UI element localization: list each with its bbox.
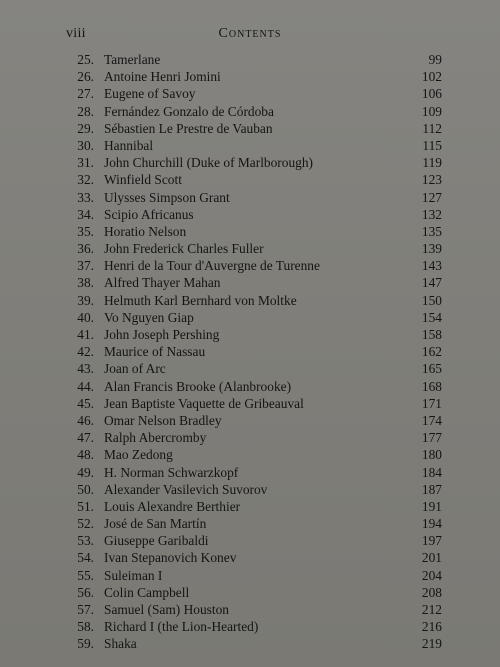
- page-number: 201: [421, 550, 442, 566]
- page-number: 162: [421, 344, 442, 360]
- toc-entry: [0, 223, 500, 240]
- toc-entry: [0, 618, 500, 635]
- page-number: 127: [421, 189, 442, 205]
- chapter-title: Fernández Gonzalo de Córdoba: [104, 103, 274, 119]
- toc-entry: [0, 103, 500, 120]
- chapter-number: 41.: [77, 327, 94, 342]
- chapter-number: 58.: [77, 619, 94, 635]
- chapter-title: Richard I (the Lion-Hearted): [104, 619, 259, 635]
- chapter-title: Ulysses Simpson Grant: [104, 189, 230, 205]
- chapter-title: Joan of Arc: [104, 361, 166, 377]
- chapter-title: Alfred Thayer Mahan: [104, 275, 221, 291]
- page-number: 212: [421, 602, 442, 617]
- chapter-title: Alan Francis Brooke (Alanbrooke): [104, 378, 292, 394]
- toc-entry: [0, 584, 500, 601]
- toc-entry: [0, 206, 500, 223]
- page-number: 174: [421, 412, 442, 428]
- chapter-title: Alexander Vasilevich Suvorov: [104, 481, 268, 497]
- chapter-number: 36.: [77, 241, 94, 257]
- page-number: 147: [421, 275, 442, 291]
- page-number: 216: [421, 619, 442, 635]
- toc-entry: [0, 154, 500, 171]
- chapter-number: 56.: [77, 584, 94, 600]
- toc-entry: [0, 549, 500, 566]
- page-number: 165: [421, 361, 442, 377]
- toc-entry: [0, 515, 500, 532]
- chapter-number: 25.: [77, 52, 94, 67]
- page-number: 112: [422, 120, 442, 136]
- chapter-number: 45.: [77, 395, 94, 411]
- running-head: Contents: [218, 26, 282, 41]
- toc-entry: [0, 498, 500, 515]
- page-number: 158: [421, 327, 442, 342]
- page-number: 109: [421, 103, 442, 119]
- toc-entry: [0, 189, 500, 206]
- chapter-number: 44.: [77, 378, 94, 394]
- page-number: 143: [421, 258, 442, 274]
- toc-entry: [0, 446, 500, 463]
- chapter-number: 26.: [77, 69, 94, 85]
- page-number: 132: [421, 206, 442, 222]
- toc-entry: [0, 257, 500, 274]
- toc-entry: [0, 412, 500, 429]
- toc-entry: [0, 395, 500, 412]
- toc-entry: [0, 309, 500, 326]
- toc-entry: [0, 343, 500, 360]
- page-number: 187: [421, 481, 442, 497]
- chapter-number: 33.: [77, 189, 94, 205]
- page-number: 123: [421, 172, 442, 188]
- page-number: 119: [422, 155, 442, 171]
- page-number: 171: [421, 395, 442, 411]
- chapter-title: José de San Martín: [104, 516, 207, 532]
- toc-entry: [0, 601, 500, 618]
- chapter-number: 32.: [77, 172, 94, 188]
- chapter-number: 34.: [77, 206, 94, 222]
- toc-entry: [0, 171, 500, 188]
- toc-entry: [0, 240, 500, 257]
- chapter-number: 46.: [77, 412, 94, 428]
- toc-entry: [0, 635, 500, 652]
- page-number: 135: [421, 223, 442, 239]
- toc-entry: [0, 120, 500, 137]
- chapter-number: 28.: [77, 103, 94, 119]
- chapter-number: 53.: [77, 533, 94, 549]
- chapter-title: Tamerlane: [104, 52, 161, 67]
- chapter-number: 48.: [77, 447, 94, 463]
- chapter-number: 40.: [77, 309, 94, 325]
- chapter-title: Vo Nguyen Giap: [104, 309, 194, 325]
- toc-entry: [0, 464, 500, 481]
- chapter-number: 57.: [77, 602, 94, 617]
- page-number: 102: [421, 69, 442, 85]
- chapter-title: Eugene of Savoy: [104, 86, 196, 102]
- page-number: 184: [421, 464, 442, 480]
- chapter-number: 52.: [77, 516, 94, 532]
- chapter-title: Mao Zedong: [104, 447, 173, 463]
- page-number: 139: [421, 241, 442, 257]
- chapter-number: 35.: [77, 223, 94, 239]
- chapter-number: 50.: [77, 481, 94, 497]
- page-number: 99: [428, 52, 442, 67]
- chapter-number: 42.: [77, 344, 94, 360]
- page-number: 197: [421, 533, 442, 549]
- chapter-title: Giuseppe Garibaldi: [104, 533, 209, 549]
- chapter-title: Winfield Scott: [104, 172, 182, 188]
- chapter-title: Ivan Stepanovich Konev: [104, 550, 237, 566]
- chapter-number: 27.: [77, 86, 94, 102]
- chapter-title: Jean Baptiste Vaquette de Gribeauval: [104, 395, 304, 411]
- chapter-title: Hannibal: [104, 137, 154, 153]
- chapter-title: Horatio Nelson: [104, 223, 187, 239]
- page-header: [0, 26, 500, 46]
- page-number: 106: [421, 86, 442, 102]
- chapter-number: 39.: [77, 292, 94, 308]
- chapter-title: Scipio Africanus: [104, 206, 194, 222]
- page-number: 115: [422, 137, 442, 153]
- chapter-title: H. Norman Schwarzkopf: [104, 464, 239, 480]
- chapter-number: 37.: [77, 258, 94, 274]
- page-number: 154: [421, 309, 442, 325]
- chapter-title: Shaka: [104, 636, 137, 652]
- toc-entry: [0, 292, 500, 309]
- chapter-title: Samuel (Sam) Houston: [104, 602, 229, 617]
- page-number: 204: [421, 567, 442, 583]
- chapter-number: 29.: [77, 120, 94, 136]
- chapter-number: 38.: [77, 275, 94, 291]
- chapter-number: 55.: [77, 567, 94, 583]
- chapter-number: 30.: [77, 137, 94, 153]
- toc-entry: [0, 532, 500, 549]
- chapter-title: John Churchill (Duke of Marlborough): [104, 155, 314, 171]
- toc-entry: [0, 429, 500, 446]
- chapter-number: 51.: [77, 498, 94, 514]
- toc-entry: [0, 68, 500, 85]
- page-number: 150: [421, 292, 442, 308]
- toc-entry: [0, 378, 500, 395]
- toc-entry: [0, 481, 500, 498]
- chapter-title: Antoine Henri Jomini: [104, 69, 221, 85]
- chapter-title: Ralph Abercromby: [104, 430, 207, 446]
- toc-entry: [0, 326, 500, 343]
- toc-entry: [0, 51, 500, 68]
- toc-entry: [0, 137, 500, 154]
- page-number: 177: [421, 430, 442, 446]
- page-number: 180: [421, 447, 442, 463]
- toc-entry: [0, 274, 500, 291]
- page-folio: viii: [66, 26, 86, 41]
- toc-entry: [0, 85, 500, 102]
- page-number: 168: [421, 378, 442, 394]
- table-of-contents: [0, 51, 500, 653]
- chapter-title: Colin Campbell: [104, 584, 190, 600]
- chapter-number: 43.: [77, 361, 94, 377]
- page-number: 194: [421, 516, 442, 532]
- chapter-title: Suleiman I: [104, 567, 163, 583]
- toc-entry: [0, 360, 500, 377]
- page-number: 219: [421, 636, 442, 652]
- chapter-title: Henri de la Tour d'Auvergne de Turenne: [104, 258, 320, 274]
- chapter-title: Helmuth Karl Bernhard von Moltke: [104, 292, 297, 308]
- chapter-title: John Joseph Pershing: [104, 327, 220, 342]
- chapter-number: 59.: [77, 636, 94, 652]
- chapter-title: Louis Alexandre Berthier: [104, 498, 241, 514]
- chapter-title: John Frederick Charles Fuller: [104, 241, 264, 257]
- chapter-number: 54.: [77, 550, 94, 566]
- chapter-number: 47.: [77, 430, 94, 446]
- page-number: 191: [421, 498, 442, 514]
- toc-entry: [0, 567, 500, 584]
- page-number: 208: [421, 584, 442, 600]
- chapter-title: Sébastien Le Prestre de Vauban: [104, 120, 273, 136]
- chapter-title: Omar Nelson Bradley: [104, 412, 222, 428]
- chapter-number: 31.: [77, 155, 94, 171]
- chapter-number: 49.: [77, 464, 94, 480]
- chapter-title: Maurice of Nassau: [104, 344, 206, 360]
